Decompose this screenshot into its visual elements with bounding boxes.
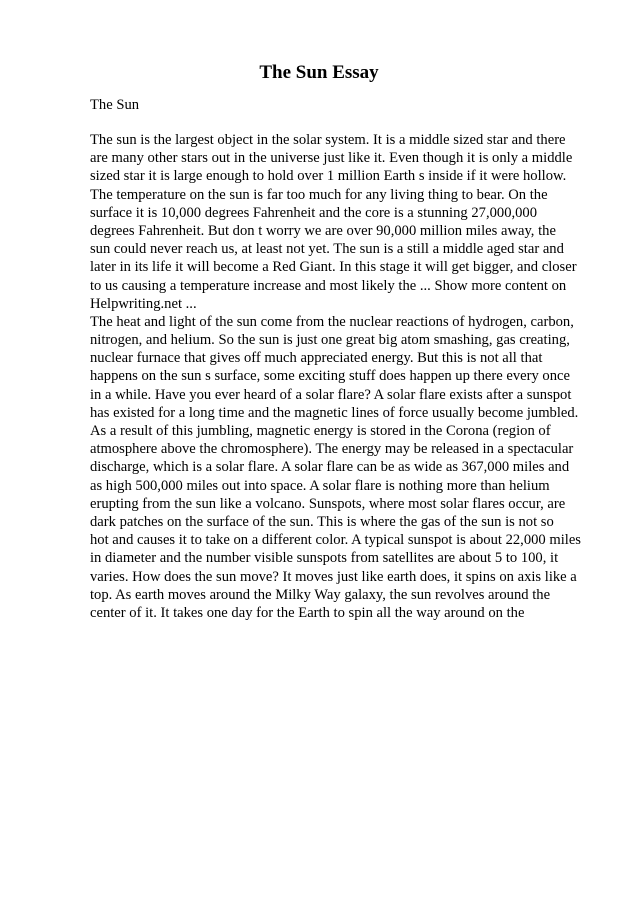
text-line: dark patches on the surface of the sun. This is where the gas of the sun is not so [90,513,554,530]
document-title: The Sun Essay [259,62,379,83]
text-line: nitrogen, and helium. So the sun is just one great big atom smashing, gas creating, [90,332,570,349]
text-line: nuclear furnace that gives off much appreciated energy. But this is not all that [90,350,543,367]
text-line: erupting from the sun like a volcano. Sunspots, where most solar flares occur, are [90,495,566,512]
text-line: surface it is 10,000 degrees Fahrenheit and the core is a stunning 27,000,000 [90,204,538,221]
text-line: hot and causes it to take on a different color. A typical sunspot is about 22,000 miles [90,532,581,549]
source-link[interactable]: Helpwriting.net ... [90,295,197,312]
text-line: happens on the sun s surface, some exciting stuff does happen up there every once [90,368,570,385]
text-line: sized star it is large enough to hold over 1 million Earth s inside if it were hollow. [90,168,567,185]
text-line: top. As earth moves around the Milky Way galaxy, the sun revolves around the [90,586,551,603]
text-line: are many other stars out in the universe just like it. Even though it is only a middle [90,150,573,167]
text-line: later in its life it will become a Red Giant. In this stage it will get bigger, and closer [90,259,577,276]
text-line: sun could never reach us, at least not yet. The sun is a still a middle aged star and [90,241,564,258]
text-line: The heat and light of the sun come from the nuclear reactions of hydrogen, carbon, [90,313,574,330]
text-line: in a while. Have you ever heard of a solar flare? A solar flare exists after a sunspot [90,386,572,403]
text-line: discharge, which is a solar flare. A solar flare can be as wide as 367,000 miles and [90,459,570,476]
text-line: The temperature on the sun is far too much for any living thing to bear. On the [90,186,548,203]
text-line: as high 500,000 miles out into space. A solar flare is nothing more than helium [90,477,550,494]
text-line: As a result of this jumbling, magnetic energy is stored in the Corona (region of [90,423,551,439]
text-line: in diameter and the number visible sunspots from satellites are about 5 to 100, it [90,550,559,567]
text-line: center of it. It takes one day for the Earth to spin all the way around on the [90,604,525,621]
text-line: atmosphere above the chromosphere). The energy may be released in a spectacular [90,441,574,458]
text-line: The sun is the largest object in the solar system. It is a middle sized star and there [90,132,566,148]
text-line: to us causing a temperature increase and most likely the ... Show more content on [90,277,567,294]
text-line: has existed for a long time and the magnetic lines of force usually become jumbled. [90,404,579,421]
text-line: degrees Fahrenheit. But don t worry we are over 90,000 million miles away, the [90,222,556,239]
essay-body [90,131,581,622]
section-heading: The Sun [90,97,140,113]
text-line: varies. How does the sun move? It moves just like earth does, it spins on axis like a [90,568,577,585]
